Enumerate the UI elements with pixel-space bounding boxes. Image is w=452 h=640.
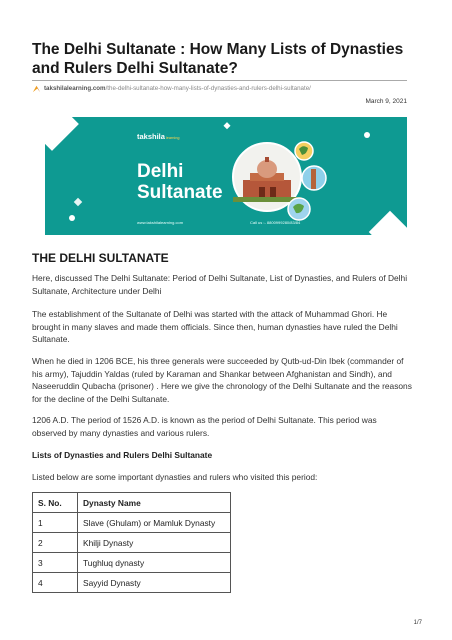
section-heading: THE DELHI SULTANATE [32,251,169,265]
page-number: 1/7 [413,620,422,626]
banner-graphic [45,117,407,235]
table-row [33,573,231,593]
banner-website: www.takshilalearning.com [137,220,184,225]
cell-sno: 2 [33,533,78,553]
paragraph-establishment: The establishment of the Sultanate of Delhi was started with the attack of Muhammad Ghori. He brought in many slaves and made them officials. Since then, human dynasties have ruled the Delhi Sultanate. [32,309,398,344]
dynasty-table [32,492,231,593]
cell-sno: 4 [33,573,78,593]
hero-banner [45,117,407,235]
source-host[interactable]: takshilalearning.com [44,85,106,92]
document-title: The Delhi Sultanate : How Many Lists of Dynasties and Rulers Delhi Sultanate? [32,41,404,77]
paragraph-succession: When he died in 1206 BCE, his three generals were succeeded by Qutb-ud-Din Ibek (commander of his army), Tajuddin Yaldas (ruled by Karaman and Shankar between Afghanistan and Sindh), and Naseeruddin Qubacha (prisoner) . Here we give the chronology of the Delhi Sultanate and the reasons for the decline of the Delhi Sultanate. [32,356,412,404]
cell-sno: 1 [33,513,78,533]
header-dynasty-name: Dynasty Name [78,493,231,513]
table-row [33,553,231,573]
lists-intro: Listed below are some important dynasties and rulers who visited this period: [32,472,318,482]
banner-phone: Call us :- 8800999280/83/84 [250,220,301,225]
table-row [33,533,231,553]
cell-dynasty: Tughluq dynasty [78,553,231,573]
publish-date: March 9, 2021 [365,98,407,105]
banner-title: Delhi Sultanate [137,161,223,203]
cell-dynasty: Slave (Ghulam) or Mamluk Dynasty [78,513,231,533]
header-sno: S. No. [33,493,78,513]
corner-diamond-shape [45,117,79,151]
paragraph-intro: Here, discussed The Delhi Sultanate: Period of Delhi Sultanate, List of Dynasties, and Rulers of Delhi Sultanate, Architecture under Delhi [32,273,408,296]
takshila-logo-icon [32,84,41,93]
paragraph-period: 1206 A.D. The period of 1526 A.D. is known as the period of Delhi Sultanate. This period was observed by many dynasties and various rulers. [32,415,377,438]
cell-sno: 3 [33,553,78,573]
lists-heading: Lists of Dynasties and Rulers Delhi Sultanate [32,450,213,460]
source-url[interactable] [32,84,412,93]
table-row [33,513,231,533]
source-path[interactable]: /the-delhi-sultanate-how-many-lists-of-dynasties-and-rulers-delhi-sultanate/ [105,85,311,92]
banner-logo: takshilalearning [137,132,180,141]
cell-dynasty: Sayyid Dynasty [78,573,231,593]
cell-dynasty: Khilji Dynasty [78,533,231,553]
table-header-row [33,493,231,513]
title-divider [32,80,407,81]
